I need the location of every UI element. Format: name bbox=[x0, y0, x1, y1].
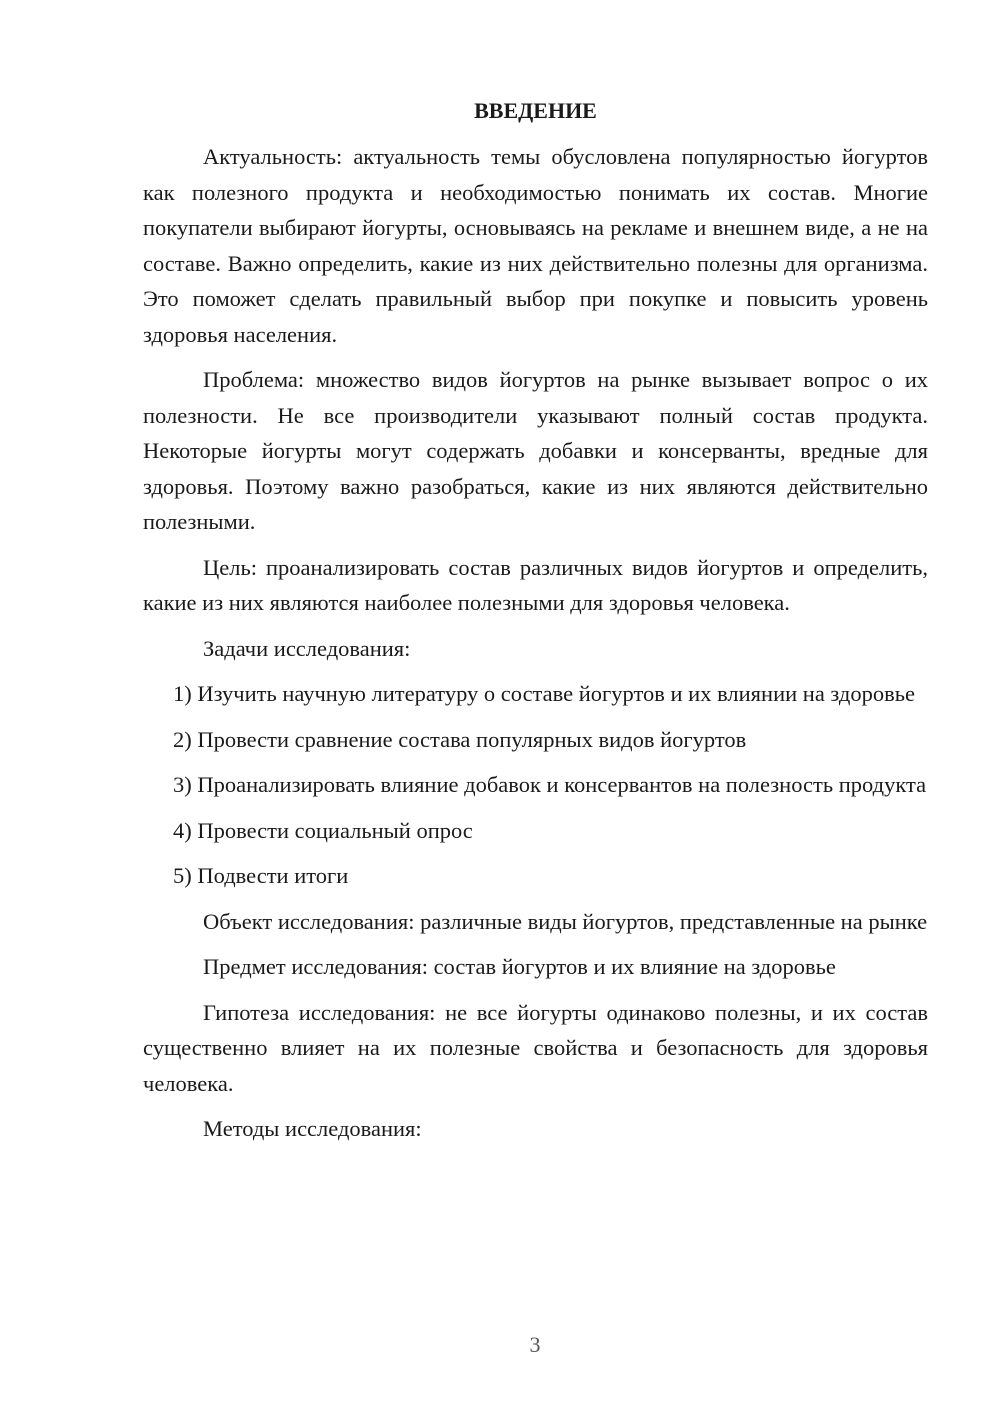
paragraph-goal: Цель: проанализировать состав различных видов йогуртов и определить, какие из них являются наиболее полезными для здоровья человека. bbox=[143, 554, 928, 615]
paragraph-object: Объект исследования: различные виды йогуртов, представленные на рынке bbox=[203, 908, 928, 934]
section-title: ВВЕДЕНИЕ bbox=[474, 98, 597, 123]
task-item-2: 2) Провести сравнение состава популярных видов йогуртов bbox=[173, 726, 747, 752]
paragraph-relevance: Актуальность: актуальность темы обусловлена популярностью йогуртов как полезного продукта и необходимостью понимать их состав. Многие покупатели выбирают йогурты, основываясь на рекламе и внешнем виде, а не на составе. Важно определить, какие из них действительно полезны для организма. Это поможет сделать правильный выбор при покупке и повысить уровень здоровья населения. bbox=[143, 144, 928, 347]
paragraph-tasks-heading: Задачи исследования: bbox=[203, 635, 411, 661]
page-number: 3 bbox=[529, 1332, 541, 1357]
paragraph-methods: Методы исследования: bbox=[203, 1116, 422, 1141]
document-page bbox=[143, 96, 928, 1147]
task-item-5: 5) Подвести итоги bbox=[173, 863, 349, 888]
paragraph-subject: Предмет исследования: состав йогуртов и их влияние на здоровье bbox=[203, 954, 836, 979]
task-item-4: 4) Провести социальный опрос bbox=[173, 817, 473, 843]
task-item-3: 3) Проанализировать влияние добавок и консервантов на полезность продукта bbox=[173, 772, 927, 797]
paragraph-problem: Проблема: множество видов йогуртов на рынке вызывает вопрос о их полезности. Не все производители указывают полный состав продукта. Некоторые йогурты могут содержать добавки и консерванты, вредные для здоровья. Поэтому важно разобраться, какие из них являются действительно полезными. bbox=[143, 367, 928, 534]
task-item-1: 1) Изучить научную литературу о составе йогуртов и их влиянии на здоровье bbox=[173, 681, 915, 706]
paragraph-hypothesis: Гипотеза исследования: не все йогурты одинаково полезны, и их состав существенно влияет на их полезные свойства и безопасность для здоровья человека. bbox=[143, 999, 928, 1096]
